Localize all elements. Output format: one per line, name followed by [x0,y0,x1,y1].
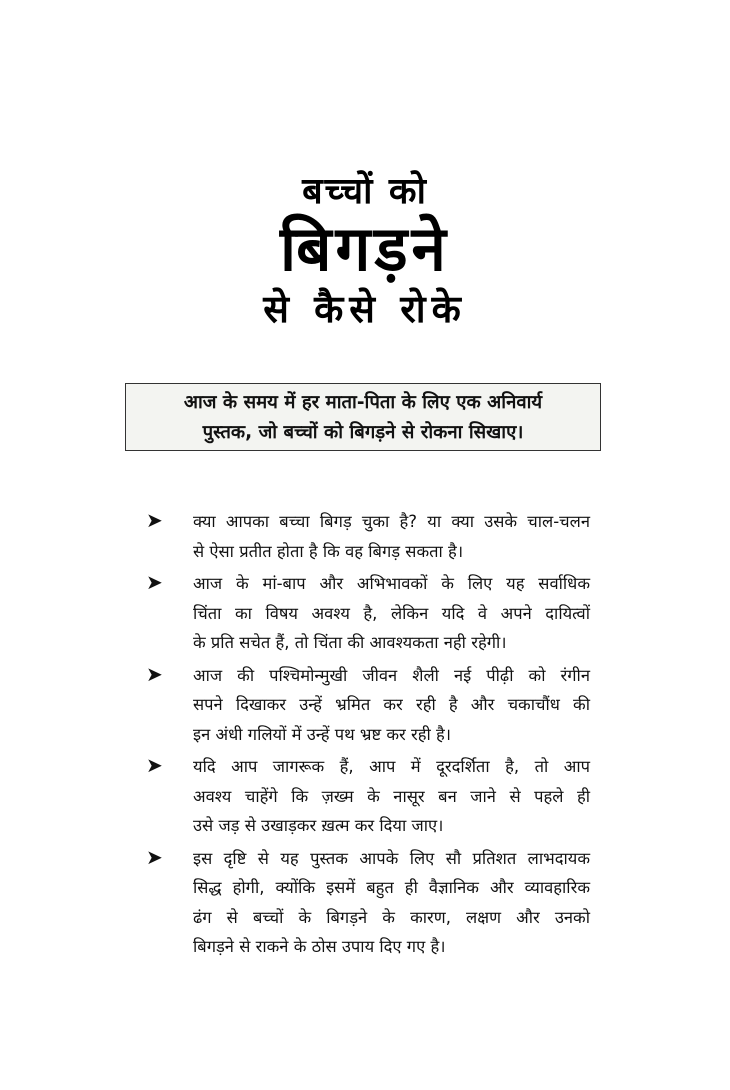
title-line-1: बच्चों को [302,171,428,212]
bullet-text-line: आज की पश्चिमोन्मुखी जीवन शैली नई पीढ़ी को रंगीन [193,665,590,685]
bullet-text-line: सिद्ध होगी, क्योंकि इसमें बहुत ही वैज्ञानिक और व्यावहारिक [193,878,590,897]
bullet-item [140,752,590,841]
tagline-box [125,383,601,451]
bullet-text-line: उसे जड़ से उखाड़कर ख़त्म कर दिया जाए। [193,816,444,835]
arrowhead-right-icon: ➤ [146,661,163,686]
bullet-text-line: इन अंधी गलियों में उन्हें पथ भ्रष्ट कर रही है। [193,724,452,744]
arrowhead-right-icon: ➤ [146,753,163,777]
bullet-text-line: से ऐसा प्रतीत होता है कि वह बिगड़ सकता है। [193,541,464,561]
bullet-text-line: ढंग से बच्चों के बिगड़ने के कारण, लक्षण और उनको [193,907,590,927]
bullet-text-line: बिगड़ने से राकने के ठोस उपाय दिए गए है। [193,937,446,956]
bullet-text-line: यदि आप जागरूक हैं, आप में दूरदर्शिता है, तो आप [193,757,590,776]
arrowhead-right-icon: ➤ [146,844,163,869]
bullet-item [140,507,590,566]
bullet-text-line: आज के मां-बाप और अभिभावकों के लिए यह सर्वाधिक [193,574,590,593]
bullet-text-line: इस दृष्टि से यह पुस्तक आपके लिए सौ प्रतिशत लाभदायक [193,848,590,868]
title-line-3: से कैसे रोके [263,287,467,331]
arrowhead-right-icon: ➤ [146,570,163,594]
title-line-2: बिगड़ने [280,212,450,285]
tagline-line-1: आज के समय में हर माता-पिता के लिए एक अनिवार्य [183,392,543,413]
bullet-list [140,507,590,965]
tagline-line-2: पुस्तक, जो बच्चों को बिगड़ने से रोकना सिखाए। [202,422,524,443]
bullet-text-line: अवश्य चाहेंगे कि ज़ख्म के नासूर बन जाने से पहले ही [193,786,590,806]
bullet-text-line: चिंता का विषय अवश्य है, लेकिन यदि वे अपने दायित्वों [193,603,590,623]
bullet-item [140,661,590,750]
bullet-text-line: के प्रति सचेत हैं, तो चिंता की आवश्यकता नही रहेगी। [193,633,507,652]
bullet-text-line: क्या आपका बच्चा बिगड़ चुका है? या क्या उसके चाल-चलन [193,512,590,531]
bullet-item [140,569,590,658]
arrowhead-right-icon: ➤ [146,508,163,532]
bullet-text-line: सपने दिखाकर उन्हें भ्रमित कर रही है और चकाचौंध की [193,695,590,714]
bullet-item [140,844,590,962]
